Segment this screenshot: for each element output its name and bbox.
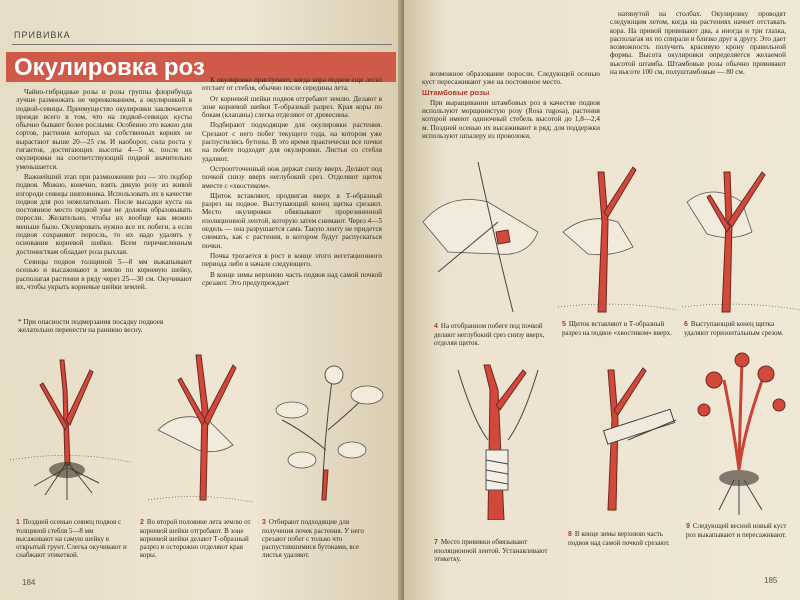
caption-9 <box>686 522 790 539</box>
illustration-2 <box>138 350 258 510</box>
caption-text: Поздней осенью сеянец подвоя с толщиной стебля 5—8 мм высаживают на самую шейку в открытый грунт. Слегка окучивают и снабжают этикеткой. <box>16 518 127 559</box>
paragraph: Важнейший этап при размножении роз — это подбор подвоя. Можно, конечно, взять дикую розу из живой изгороди сеянцы шиповника. Использовать их в качестве подвоя для роз нежелательно. После высадки куста на постоянное место подвой уже не должен образовывать поросли. Желательно, чтобы их вообще как можно меньше было. Окулировать нужно все их побеги, а если подвоя сохраняют поросль, то их надо удалять у основания корневой шейки. Всем перечисленным достоинствам обладает роза рыхлая. <box>16 172 192 256</box>
caption-number: 2 <box>140 519 144 526</box>
illustration-5 <box>558 162 678 317</box>
caption-2 <box>140 518 252 559</box>
caption-number: 4 <box>434 323 438 330</box>
caption-number: 3 <box>262 519 266 526</box>
paragraph: натянутой на столбах. Окулировку проводят следующим летом, когда на растениях начнет отставать кора. На привой прививают два, а иногда и три глазка, располагая их по спирали и близко друг к другу. Это дает возможность получить красивую крону правильной формы. Высота окулировки определяется желаемой высотой штамба. Штамбовые розы обычно прививают на высоте 100 см, полуштамбовые — 80 см. <box>610 10 786 77</box>
caption-1 <box>16 518 128 559</box>
text-column-3 <box>422 70 600 160</box>
caption-6 <box>684 320 794 337</box>
text-column-4 <box>610 10 786 166</box>
caption-number: 6 <box>684 321 688 328</box>
caption-text: Следующей весной новый куст роз выкапывают и пересаживают. <box>686 522 787 539</box>
caption-text: Выступающий конец щитка удаляют горизонтальным срезом. <box>684 320 784 337</box>
right-page <box>404 0 800 600</box>
caption-text: На отобранном побеге под почкой делают неглубокий срез снизу вверх, отделяя щиток. <box>434 322 545 347</box>
paragraph: возможное образование поросли. Следующей осенью куст пересаживают уже на постоянное место. <box>422 70 600 87</box>
caption-text: Место прививки обвязывают изоляционной лентой. Устанавливают этикетку. <box>434 538 548 563</box>
caption-text: Во второй половине лета землю от корневой шейки отгребают. В зоне корневой шейки делают Т-образный разрез и осторожно отделяют края коры. <box>140 518 251 559</box>
illustration-3 <box>262 350 397 510</box>
footnote: * При опасности подмерзания посадку подвоев желательно перенести на раннюю весну. <box>18 318 164 335</box>
illustration-6 <box>682 162 800 317</box>
page-number-right: 185 <box>764 576 778 585</box>
illustration-9 <box>684 350 794 520</box>
paragraph: В конце зимы верхнюю часть подвоя над самой почкой срезают. Это предупреждает <box>202 270 382 287</box>
paragraph: Сеянцы подвоя толщиной 5—8 мм выкапывают осенью и высаживают в землю по корневую шейку, располагая растения в ряду через 25—30 см. Окучивают их, чтобы укрыть корневые шейки землей. <box>16 257 192 291</box>
paragraph: При выращивании штамбовых роз в качестве подвоя используют морщинистую розу (Rosa rugosa), растения которой имеют одиночный стебель высотой до 1,8—2,4 м. Поздней осенью их высаживают в ряд; для поддержки используют шпалеру из проволоки, <box>422 98 600 141</box>
caption-number: 1 <box>16 519 20 526</box>
paragraph: Щиток вставляют, продвигая вверх в Т-образный разрез на подвое. Выступающий конец щитка срезают. Место окулировки обвязывают прорезиненной изоляционной лентой, которую затем снимают. Через 4—5 недель — она разрушается сама. Такую ленту не придется снимать, как с растения, в котором будут распускаться почки. <box>202 191 382 250</box>
running-head: ПРИВИВКА <box>14 30 71 40</box>
paragraph: Чайно-гибридные розы и розы группы флорибунда лучше размножать не черенкованием, а окулировкой в подвой-сеянцы. Преимущество окулировки заключается прежде всего в том, что на подвой-сеянцах кусты обычно бывают более рослыми. Особенно это важно для сортов, растения которых на собственных корнях не вырастают выше 20—25 см. И наоборот, сила роста у гигантов, достигающих высоты 4—5 м, после их окулировки на соответствующий подвой значительно уменьшается. <box>16 88 192 171</box>
caption-7 <box>434 538 560 563</box>
subheading: Штамбовые розы <box>422 87 490 97</box>
text-column-2 <box>202 76 382 344</box>
caption-number: 7 <box>434 539 438 546</box>
caption-text: Отбирают подходящие для получения почек растения. У него срезают побег с только что распустившимися бутонами, все листья удаляют. <box>262 518 364 559</box>
caption-text: Щиток вставляют в Т-образный разрез на подвое «хвостиком» вверх. <box>562 320 672 337</box>
caption-3 <box>262 518 380 559</box>
illustration-4 <box>418 162 548 317</box>
caption-number: 9 <box>686 523 690 530</box>
illustration-7 <box>438 360 558 520</box>
page-number-left: 184 <box>22 578 36 587</box>
caption-number: 8 <box>568 531 572 538</box>
page-title: Окулировка роз <box>14 54 205 81</box>
caption-text: В конце зимы верхнюю часть подвоя над самой почкой срезают. <box>568 530 670 547</box>
illustration-1 <box>10 350 130 510</box>
caption-number: 5 <box>562 321 566 328</box>
paragraph: Подбирают подходящие для окулировки растения. Срезают с него побег текущего года, на котором уже распустились бутоны. В это время практически все почки на побеге подходят для окулировки. Листья со стебля удаляют. <box>202 121 382 163</box>
illustration-8 <box>568 360 678 520</box>
paragraph: Почка трогается в рост в конце этого вегетационного периода либо в начале следующего. <box>202 251 382 269</box>
paragraph: К окулировке приступают, когда кора подвоя еще легко отстает от стебля, обычно после середины лета. <box>202 76 382 93</box>
caption-5 <box>562 320 676 337</box>
paragraph: Остроотточенный нож держат снизу вверх. Делают под почкой снизу вверх неглубокий срез. Отделяют щиток вместе с «хвостиком». <box>202 164 382 190</box>
header-rule <box>12 44 392 45</box>
text-column-1 <box>16 88 192 314</box>
caption-4 <box>434 322 560 347</box>
paragraph: От корневой шейки подвоя отгребают землю. Делают в зоне корневой шейки Т-образный разрез. Края коры по бокам (клапаны) слегка отделяют от древесины. <box>202 94 382 120</box>
caption-8 <box>568 530 678 547</box>
